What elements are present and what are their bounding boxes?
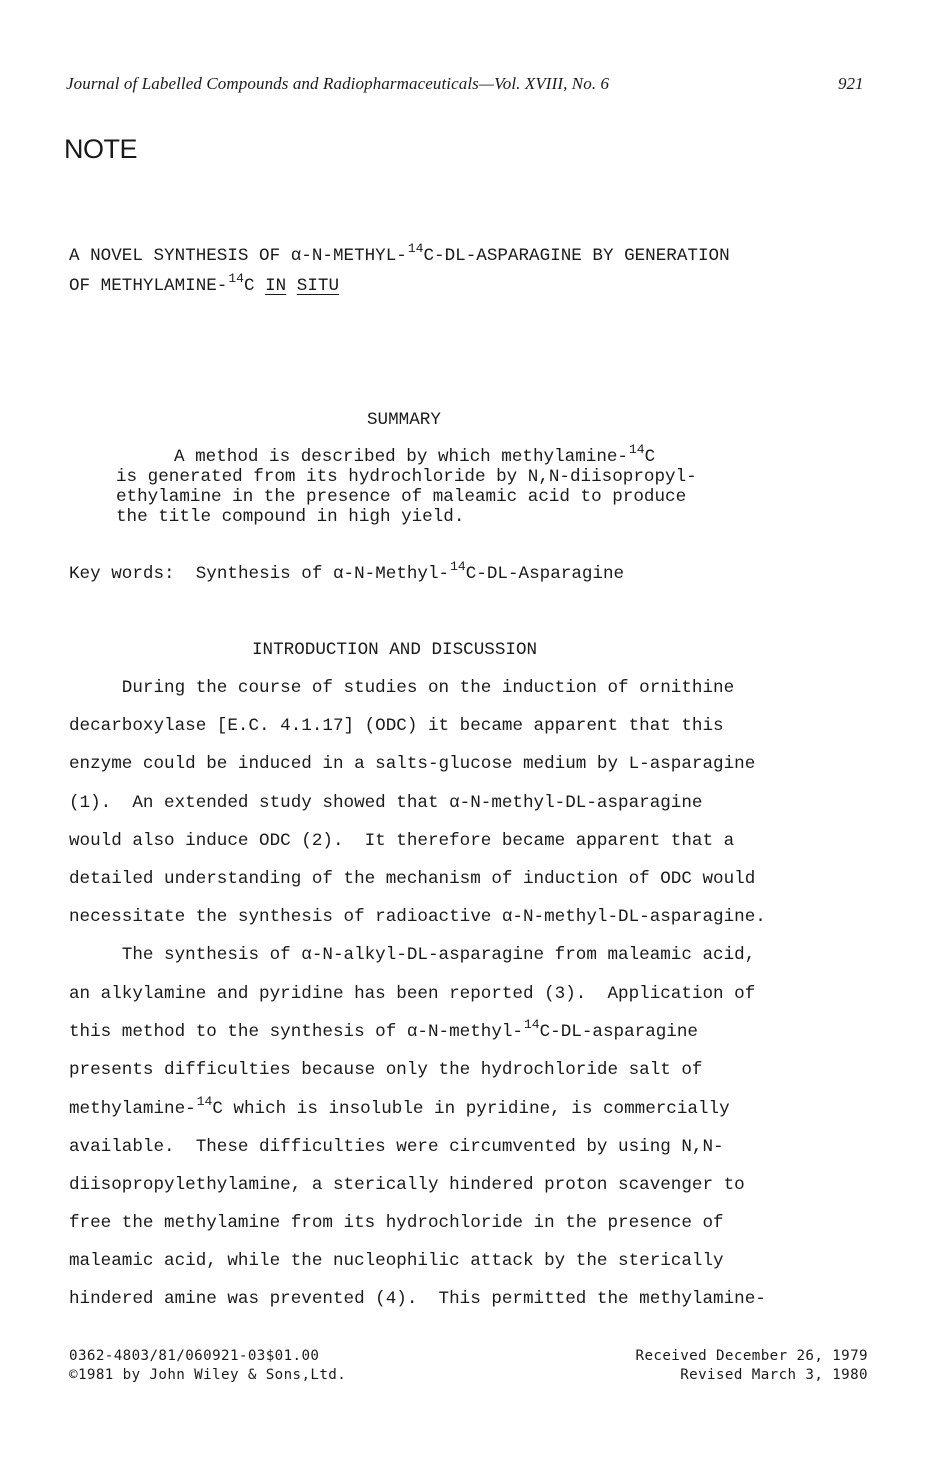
body-text: this method to the synthesis of α-N-methyl- <box>69 1022 523 1042</box>
title-text: A NOVEL SYNTHESIS OF α-N-METHYL- <box>69 246 407 266</box>
body-line: enzyme could be induced in a salts-glucose medium by L-asparagine <box>69 754 756 774</box>
footer-received: Received December 26, 1979 <box>635 1348 868 1364</box>
body-line: presents difficulties because only the hydrochloride salt of <box>69 1060 703 1080</box>
title-text: OF METHYLAMINE- <box>69 276 228 296</box>
keywords-text: Synthesis of α-N-Methyl- <box>195 564 450 584</box>
summary-text: A method is described by which methylamine- <box>174 447 628 467</box>
title-text: C-DL-ASPARAGINE BY GENERATION <box>423 246 730 266</box>
body-line: During the course of studies on the induction of ornithine <box>69 678 735 698</box>
body-line: The synthesis of α-N-alkyl-DL-asparagine from maleamic acid, <box>69 945 756 965</box>
summary-line-4: the title compound in high yield. <box>116 507 465 527</box>
isotope-superscript: 14 <box>524 1017 540 1032</box>
keywords-text: C-DL-Asparagine <box>465 564 625 584</box>
body-line: available. These difficulties were circumvented by using N,N- <box>69 1137 724 1157</box>
title-line-1 <box>69 241 730 266</box>
body-line: decarboxylase [E.C. 4.1.17] (ODC) it became apparent that this <box>69 716 724 736</box>
body-text: C which is insoluble in pyridine, is commercially <box>212 1099 730 1119</box>
summary-line-1 <box>174 442 656 467</box>
keywords-label: Key words: <box>69 564 175 584</box>
body-line: hindered amine was prevented (4). This permitted the methylamine- <box>69 1289 766 1309</box>
keywords-line <box>69 559 625 584</box>
title-underlined-in: IN <box>265 276 287 296</box>
isotope-superscript: 14 <box>228 271 244 286</box>
title-line-2 <box>69 271 340 296</box>
footer-revised: Revised March 3, 1980 <box>680 1367 868 1383</box>
body-line: maleamic acid, while the nucleophilic attack by the sterically <box>69 1251 724 1271</box>
footer-copyright: ©1981 by John Wiley & Sons,Ltd. <box>69 1367 347 1383</box>
isotope-superscript: 14 <box>196 1094 213 1109</box>
body-line: (1). An extended study showed that α-N-methyl-DL-asparagine <box>69 793 703 813</box>
journal-header: Journal of Labelled Compounds and Radiopharmaceuticals—Vol. XVIII, No. 6 <box>66 74 610 93</box>
summary-line-3: ethylamine in the presence of maleamic acid to produce <box>116 487 687 507</box>
body-line: an alkylamine and pyridine has been reported (3). Application of <box>69 984 756 1004</box>
body-line: free the methylamine from its hydrochloride in the presence of <box>69 1213 724 1233</box>
title-text: C <box>243 276 266 296</box>
body-line: diisopropylethylamine, a sterically hindered proton scavenger to <box>69 1175 745 1195</box>
summary-text: C <box>644 447 656 467</box>
footer-code: 0362-4803/81/060921-03$01.00 <box>69 1348 320 1364</box>
body-line: detailed understanding of the mechanism of induction of ODC would <box>69 869 756 889</box>
summary-line-2: is generated from its hydrochloride by N,N-diisopropyl- <box>116 467 697 487</box>
body-text: C-DL-asparagine <box>539 1022 698 1042</box>
page-number: 921 <box>838 74 864 93</box>
section-label: NOTE <box>64 134 138 164</box>
body-text: methylamine- <box>69 1099 196 1119</box>
body-line <box>69 1094 730 1119</box>
title-underlined-situ: SITU <box>296 276 340 296</box>
body-line: would also induce ODC (2). It therefore became apparent that a <box>69 831 735 851</box>
isotope-superscript: 14 <box>407 241 424 256</box>
body-line <box>69 1017 698 1042</box>
summary-heading: SUMMARY <box>367 410 441 430</box>
introduction-heading: INTRODUCTION AND DISCUSSION <box>252 640 538 660</box>
isotope-superscript: 14 <box>629 442 645 457</box>
body-line: necessitate the synthesis of radioactive α-N-methyl-DL-asparagine. <box>69 907 766 927</box>
isotope-superscript: 14 <box>450 559 466 574</box>
